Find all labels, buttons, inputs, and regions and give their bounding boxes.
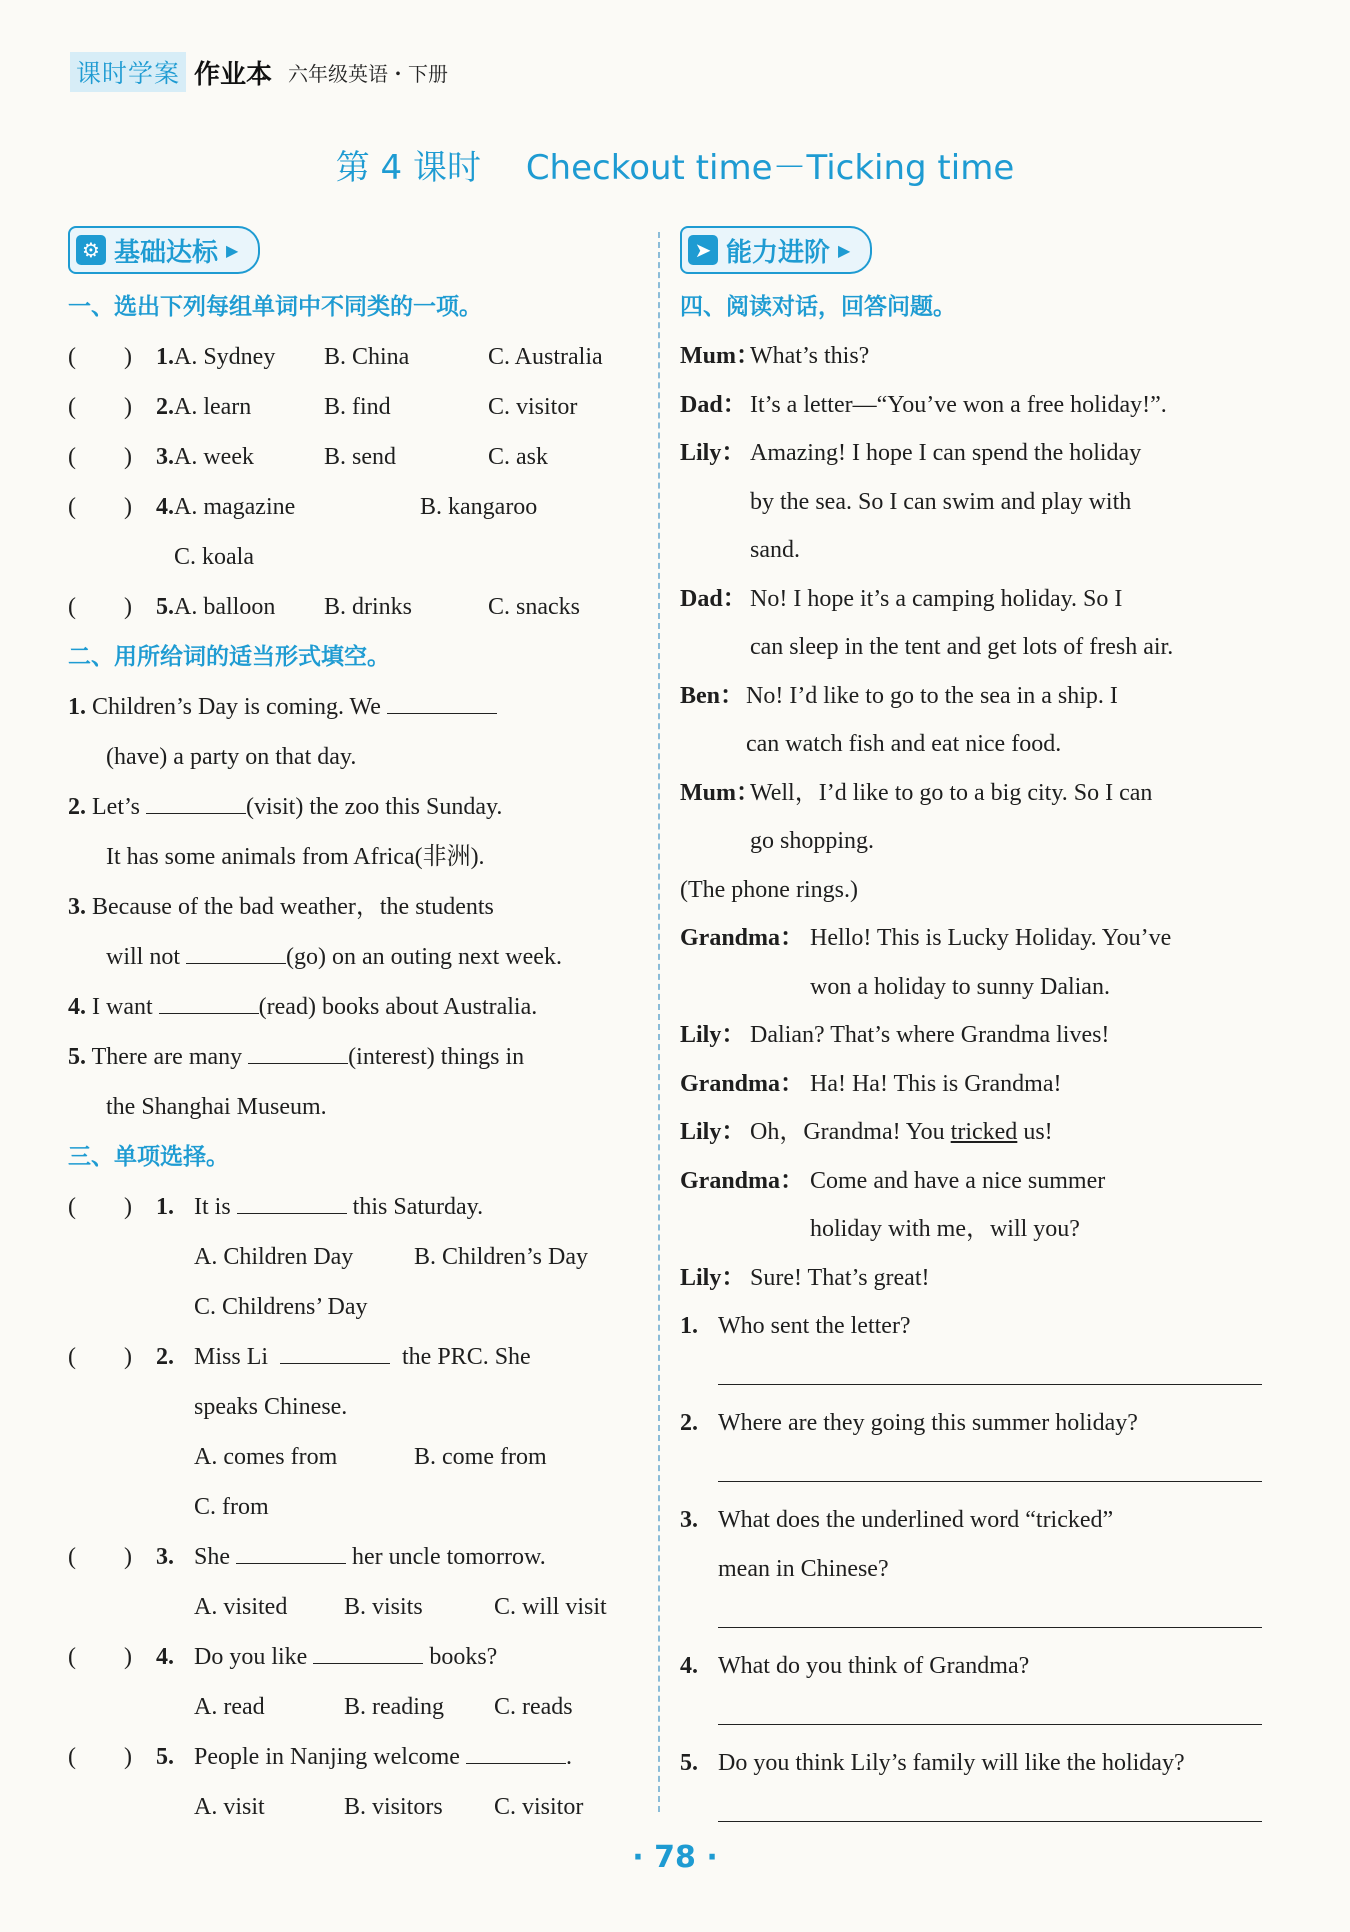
question-number: 4. (156, 494, 174, 520)
s3-q3 (68, 1532, 646, 1582)
s2-q5-cont: the Shanghai Museum. (106, 1094, 327, 1120)
answer-blank[interactable] (237, 1191, 347, 1214)
dialogue-text: won a holiday to sunny Dalian. (810, 973, 1110, 1000)
question-number: 5. (68, 1044, 86, 1070)
s2-q3-hint: (go) on an outing next week. (286, 944, 562, 970)
answer-blank[interactable] (466, 1741, 566, 1764)
dialogue-line (680, 1205, 1262, 1254)
answer-line[interactable] (680, 1593, 1262, 1642)
s3-q3-stem (194, 1532, 546, 1582)
s3-q5-stem (194, 1732, 572, 1782)
speaker-name: Mum： (680, 779, 760, 806)
dialogue-line (680, 478, 1262, 527)
answer-blank[interactable] (146, 791, 246, 814)
dialogue-line (680, 914, 1262, 963)
dialogue-text: What’s this? (750, 343, 870, 369)
option-b: B. visits (344, 1594, 423, 1620)
s2-q3-text2: will not (106, 944, 181, 970)
dialogue-text: can sleep in the tent and get lots of fresh air. (750, 634, 1174, 660)
s1-q4-cont (68, 532, 646, 582)
question-number: 1. (156, 1194, 174, 1220)
option-a: A. week (174, 444, 254, 470)
s2-q1-cont: (have) a party on that day. (106, 744, 357, 770)
dialogue-line (680, 1108, 1262, 1157)
text-part: Oh，Grandma! You (750, 1119, 951, 1145)
speaker-name: Lily： (680, 1119, 746, 1145)
grade-label: 六年级英语・下册 (288, 61, 449, 86)
s3-q2-opts (68, 1432, 646, 1482)
option-c: C. from (194, 1494, 269, 1520)
s3-q4-opts (68, 1682, 646, 1732)
s2-q3-cont (68, 932, 646, 982)
question-number: 4. (68, 994, 86, 1020)
speaker-name: Grandma： (680, 1070, 805, 1097)
s2-q5-text: There are many (91, 1044, 243, 1070)
dialogue-text: Ha! Ha! This is Grandma! (810, 1070, 1062, 1097)
dialogue-text: can watch fish and eat nice food. (746, 731, 1062, 757)
question-number: 4. (156, 1644, 174, 1670)
option-b: B. visitors (344, 1794, 443, 1820)
left-column (68, 226, 646, 1832)
s2-q3 (68, 882, 646, 932)
answer-rule (718, 1821, 1262, 1822)
dialogue-line (680, 672, 1262, 721)
question-line (680, 1545, 1262, 1594)
answer-blank[interactable] (313, 1641, 423, 1664)
question-line (680, 1739, 1262, 1788)
answer-blank[interactable] (280, 1341, 390, 1364)
stem-a: She (194, 1544, 230, 1570)
question-number: 3. (156, 1544, 174, 1570)
column-divider (658, 232, 660, 1812)
dialogue-text: go shopping. (750, 828, 875, 854)
question-number: 5. (156, 1744, 174, 1770)
option-b: B. reading (344, 1694, 444, 1720)
answer-blank[interactable] (387, 691, 497, 714)
option-b: B. China (324, 344, 410, 370)
option-b: B. kangaroo (420, 494, 538, 520)
dialogue-text: Amazing! I hope I can spend the holiday (750, 440, 1142, 466)
dialogue-line (680, 381, 1262, 430)
question-text: Who sent the letter? (718, 1313, 911, 1339)
stem-a: It is (194, 1194, 231, 1220)
s3-q4-stem (194, 1632, 497, 1682)
speaker-name: Dad： (680, 391, 747, 418)
option-b: B. come from (414, 1444, 547, 1470)
s2-q2-hint: (visit) the zoo this Sunday. (246, 794, 503, 820)
option-b: B. Children’s Day (414, 1244, 588, 1270)
question-number: 2. (156, 1344, 174, 1370)
question-list (680, 1302, 1262, 1836)
answer-line[interactable] (680, 1690, 1262, 1739)
speaker-name: Ben： (680, 682, 745, 709)
question-number: 1. (680, 1313, 698, 1339)
option-c: C. snacks (488, 594, 580, 620)
answer-paren[interactable]: ( ) (68, 444, 132, 470)
dialogue-line (680, 332, 1262, 381)
gear-icon: ⚙ (76, 235, 106, 265)
s2-q4-hint: (read) books about Australia. (258, 994, 538, 1020)
stem-a: Do you like (194, 1644, 308, 1670)
dialogue-text: No! I’d like to go to the sea in a ship. I (746, 682, 1118, 709)
dialogue-line (680, 963, 1262, 1012)
answer-paren[interactable]: ( ) (68, 1644, 132, 1670)
stem-b: her uncle tomorrow. (352, 1544, 546, 1570)
dialogue-line (680, 429, 1262, 478)
answer-rule (718, 1384, 1262, 1385)
question-number: 5. (156, 594, 174, 620)
question-line (680, 1302, 1262, 1351)
section-3-title: 三、单项选择。 (68, 1144, 229, 1170)
option-a: A. learn (174, 394, 252, 420)
answer-paren[interactable]: ( ) (68, 394, 132, 420)
brand-label: 课时学案 (70, 52, 186, 92)
arrow-icon: ▶ (838, 240, 851, 260)
s2-q2-cont: It has some animals from Africa(非洲). (106, 844, 485, 870)
question-number: 2. (68, 794, 86, 820)
s3-q4 (68, 1632, 646, 1682)
answer-blank[interactable] (159, 991, 259, 1014)
option-a: A. read (194, 1694, 265, 1720)
advanced-badge (680, 226, 872, 274)
speaker-name: Lily： (680, 1264, 746, 1291)
arrow-icon: ▶ (226, 240, 239, 260)
question-line (680, 1642, 1262, 1691)
dialogue (680, 332, 1262, 1302)
s2-q5 (68, 1032, 646, 1082)
question-number: 3. (68, 894, 86, 920)
answer-blank[interactable] (236, 1541, 346, 1564)
s1-q1 (68, 332, 646, 382)
dialogue-text: Sure! That’s great! (750, 1264, 930, 1291)
dialogue-line (680, 623, 1262, 672)
lesson-topic: Checkout time－Ticking time (525, 148, 1015, 188)
basic-badge (68, 226, 260, 274)
answer-rule (718, 1481, 1262, 1482)
s1-q2 (68, 382, 646, 432)
s3-q2-opts2 (68, 1482, 646, 1532)
option-c: C. visitor (488, 394, 578, 420)
answer-paren[interactable]: ( ) (68, 1194, 132, 1220)
question-line (680, 1399, 1262, 1448)
dialogue-line (680, 817, 1262, 866)
option-a: A. balloon (174, 594, 276, 620)
dialogue-text: holiday with me，will you? (810, 1216, 1080, 1242)
question-number: 1. (156, 344, 174, 370)
s3-q1-opts (68, 1232, 646, 1282)
stem-a: Miss Li (194, 1344, 269, 1370)
s1-q3 (68, 432, 646, 482)
stem-a: People in Nanjing welcome (194, 1744, 460, 1770)
answer-paren[interactable]: ( ) (68, 594, 132, 620)
answer-rule (718, 1627, 1262, 1628)
s3-q1-opts2 (68, 1282, 646, 1332)
option-c: C. visitor (494, 1794, 584, 1820)
s3-q3-opts (68, 1582, 646, 1632)
option-c: C. koala (174, 544, 254, 570)
lesson-number: 第 4 课时 (335, 148, 481, 188)
question-number: 1. (68, 694, 86, 720)
option-c: C. Australia (488, 344, 603, 370)
text-part: us! (1017, 1119, 1053, 1145)
page-number: · 78 · (632, 1840, 718, 1875)
dialogue-text: Hello! This is Lucky Holiday. You’ve (810, 925, 1172, 951)
speaker-name: Dad： (680, 585, 747, 612)
section-1-title: 一、选出下列每组单词中不同类的一项。 (68, 294, 482, 320)
question-number: 5. (680, 1749, 698, 1776)
s2-q2-text: Let’s (92, 794, 140, 820)
s2-q4 (68, 982, 646, 1032)
answer-rule (718, 1724, 1262, 1725)
s3-q1 (68, 1182, 646, 1232)
s3-q2 (68, 1332, 646, 1382)
answer-paren[interactable]: ( ) (68, 1344, 132, 1370)
book-header (70, 52, 448, 92)
option-a: A. Children Day (194, 1244, 354, 1270)
question-text: mean in Chinese? (718, 1555, 889, 1582)
dialogue-line (680, 769, 1262, 818)
speaker-name: Mum： (680, 343, 760, 369)
stem-b: the PRC. She (402, 1344, 531, 1370)
dialogue-line (680, 1011, 1262, 1060)
advanced-badge-label: 能力进阶 (726, 237, 831, 268)
answer-paren[interactable]: ( ) (68, 344, 132, 370)
dialogue-text: Dalian? That’s where Grandma lives! (750, 1022, 1110, 1048)
option-a: A. visit (194, 1794, 265, 1820)
basic-badge-label: 基础达标 (114, 237, 219, 268)
question-text: Do you think Lily’s family will like the holiday? (718, 1749, 1185, 1776)
s2-q2 (68, 782, 646, 832)
s2-q5-hint: (interest) things in (348, 1044, 525, 1070)
option-c: C. will visit (494, 1594, 607, 1620)
question-line (680, 1496, 1262, 1545)
dialogue-line (680, 1060, 1262, 1109)
s3-q1-stem (194, 1182, 483, 1232)
speaker-name: Grandma： (680, 1167, 805, 1194)
s2-q3-text: Because of the bad weather，the students (92, 894, 494, 920)
option-c: C. Childrens’ Day (194, 1294, 368, 1320)
question-number: 4. (680, 1652, 698, 1679)
option-c: C. reads (494, 1694, 573, 1720)
option-a: A. visited (194, 1594, 288, 1620)
question-number: 2. (156, 394, 174, 420)
answer-paren[interactable]: ( ) (68, 1744, 132, 1770)
answer-blank[interactable] (248, 1041, 348, 1064)
option-a: A. magazine (174, 494, 296, 520)
dialogue-text: No! I hope it’s a camping holiday. So I (750, 585, 1123, 612)
stem-b: . (565, 1744, 572, 1770)
s2-q1 (68, 682, 646, 732)
answer-line[interactable] (680, 1787, 1262, 1836)
answer-blank[interactable] (186, 941, 286, 964)
section-2-title: 二、用所给词的适当形式填空。 (68, 644, 390, 670)
speaker-name: Lily： (680, 1022, 746, 1048)
s1-q5 (68, 582, 646, 632)
option-b: B. drinks (324, 594, 413, 620)
option-b: B. send (324, 444, 396, 470)
option-a: A. Sydney (174, 344, 276, 370)
dialogue-text: It’s a letter—“You’ve won a free holiday!”. (750, 391, 1167, 418)
question-number: 2. (680, 1410, 698, 1436)
s3-q2-cont: speaks Chinese. (194, 1394, 348, 1420)
s2-q4-text: I want (92, 994, 153, 1020)
dialogue-line (680, 866, 1262, 915)
dialogue-line (680, 720, 1262, 769)
page-title (0, 140, 1350, 189)
question-text: What do you think of Grandma? (718, 1652, 1030, 1679)
dialogue-line (680, 526, 1262, 575)
dialogue-line (680, 575, 1262, 624)
s3-q2-stem (194, 1332, 531, 1382)
dialogue-text: by the sea. So I can swim and play with (750, 488, 1132, 515)
dialogue-text: Well，I’d like to go to a big city. So I can (750, 779, 1153, 806)
underlined-word: tricked (950, 1119, 1018, 1145)
answer-paren[interactable]: ( ) (68, 494, 132, 520)
answer-paren[interactable]: ( ) (68, 1544, 132, 1570)
answer-line[interactable] (680, 1351, 1262, 1400)
question-number: 3. (680, 1507, 698, 1533)
s3-q5-opts (68, 1782, 646, 1832)
stem-b: this Saturday. (352, 1194, 484, 1220)
answer-line[interactable] (680, 1448, 1262, 1497)
dialogue-line (680, 1157, 1262, 1206)
question-number: 3. (156, 444, 174, 470)
section-4-title: 四、阅读对话，回答问题。 (680, 294, 956, 320)
stem-b: books? (429, 1644, 498, 1670)
s3-q5 (68, 1732, 646, 1782)
brand-work-label: 作业本 (194, 59, 273, 90)
running-person-icon: ➤ (688, 235, 718, 265)
dialogue-line (680, 1254, 1262, 1303)
s2-q1-text: Children’s Day is coming. We (92, 694, 381, 720)
dialogue-text: sand. (750, 537, 800, 563)
option-b: B. find (324, 394, 391, 420)
dialogue-text (750, 1108, 1053, 1157)
dialogue-text: (The phone rings.) (680, 876, 858, 903)
s1-q4 (68, 482, 646, 532)
right-column (680, 226, 1262, 1836)
option-c: C. ask (488, 444, 548, 470)
speaker-name: Grandma： (680, 925, 805, 951)
question-text: Where are they going this summer holiday? (718, 1410, 1138, 1436)
question-text: What does the underlined word “tricked” (718, 1507, 1114, 1533)
speaker-name: Lily： (680, 440, 746, 466)
dialogue-text: Come and have a nice summer (810, 1167, 1106, 1194)
option-a: A. comes from (194, 1444, 338, 1470)
